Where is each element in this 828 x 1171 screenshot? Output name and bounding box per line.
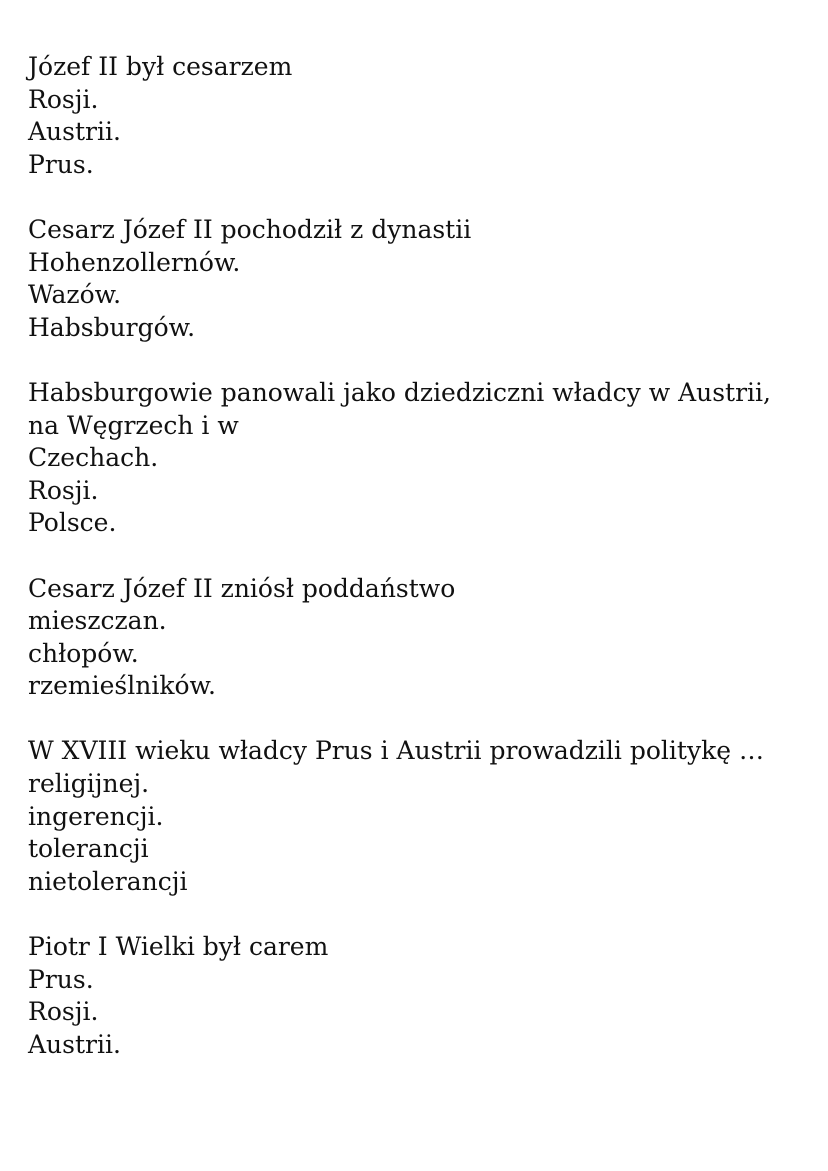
answer-option: Hohenzollernów. [28,247,241,277]
question-text: Habsburgowie panowali jako dziedziczni władcy w Austrii, na Węgrzech i w [28,377,771,440]
answer-option: tolerancji [28,834,149,864]
answer-option: Czechach. [28,443,159,473]
answer-option: Rosji. [28,84,99,114]
question-2 [28,214,808,344]
answer-option: Habsburgów. [28,312,196,342]
question-text: Piotr I Wielki był carem [28,932,329,962]
answer-option: Rosji. [28,475,99,505]
answer-option: Austrii. [28,117,121,147]
answer-option: Austrii. [28,1029,121,1059]
quiz-document [28,51,808,1061]
answer-option: ingerencji. [28,801,164,831]
question-6 [28,931,808,1061]
question-text: Cesarz Józef II pochodził z dynastii [28,214,472,244]
question-text: Józef II był cesarzem [28,52,293,81]
answer-option: Polsce. [28,508,117,538]
answer-option: rzemieślników. [28,671,216,701]
answer-option: Prus. [28,964,94,994]
question-5 [28,735,808,898]
answer-option: chłopów. [28,638,139,668]
question-text: Cesarz Józef II zniósł poddaństwo [28,573,456,603]
question-1 [28,51,808,181]
answer-option: nietolerancji [28,866,188,896]
answer-option: Rosji. [28,997,99,1027]
answer-option: mieszczan. [28,606,167,636]
question-4 [28,573,808,703]
answer-option: Prus. [28,149,94,179]
answer-option: Wazów. [28,280,122,310]
question-text: W XVIII wieku władcy Prus i Austrii prowadzili politykę … religijnej. [28,736,764,799]
question-3 [28,377,808,540]
